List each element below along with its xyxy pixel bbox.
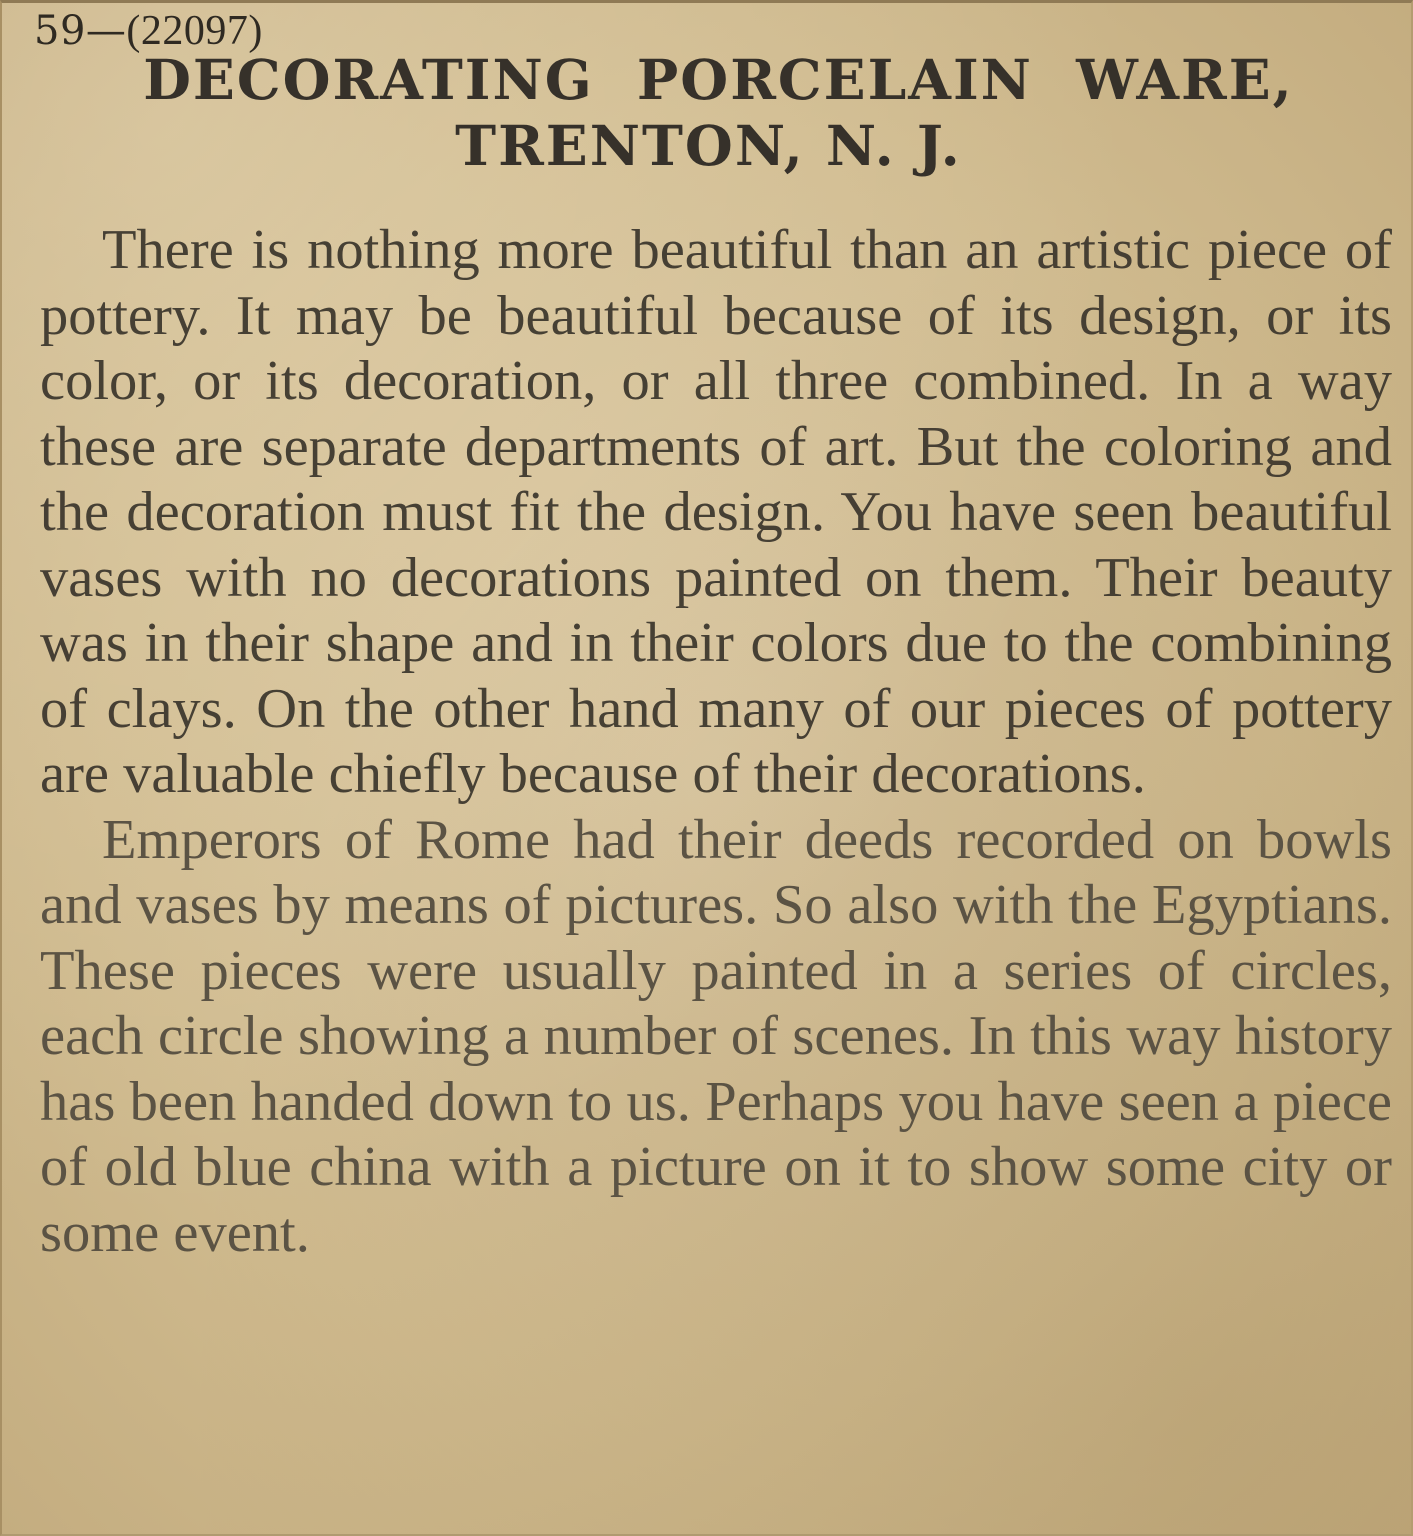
- card-reference: (22097): [126, 8, 263, 54]
- title-line-1: DECORATING PORCELAIN WARE,: [143, 47, 1294, 112]
- card-number-value: 59: [34, 8, 86, 54]
- card-number-dash: —: [85, 8, 127, 54]
- card-title: [2, 47, 1413, 179]
- card-body: [40, 218, 1392, 1266]
- title-line-2: TRENTON, N. J.: [455, 113, 962, 178]
- paragraph-1: There is nothing more beautiful than an artistic piece of pottery. It may be beautiful because of its design, or its color, or its decoration, or all three combined. In a way these are separate departments of art. But the coloring and the decoration must fit the design. You have seen beautiful vases with no decorations painted on them. Their beauty was in their shape and in their colors due to the combining of clays. On the other hand many of our pieces of pottery are valuable chiefly because of their decorations.: [40, 219, 1392, 805]
- paragraph-2: Emperors of Rome had their deeds recorded on bowls and vases by means of pictures. So also with the Egyptians. These pieces were usually painted in a series of circles, each circle showing a number of scenes. In this way history has been handed down to us. Perhaps you have seen a piece of old blue china with a picture on it to show some city or some event.: [40, 808, 1392, 1264]
